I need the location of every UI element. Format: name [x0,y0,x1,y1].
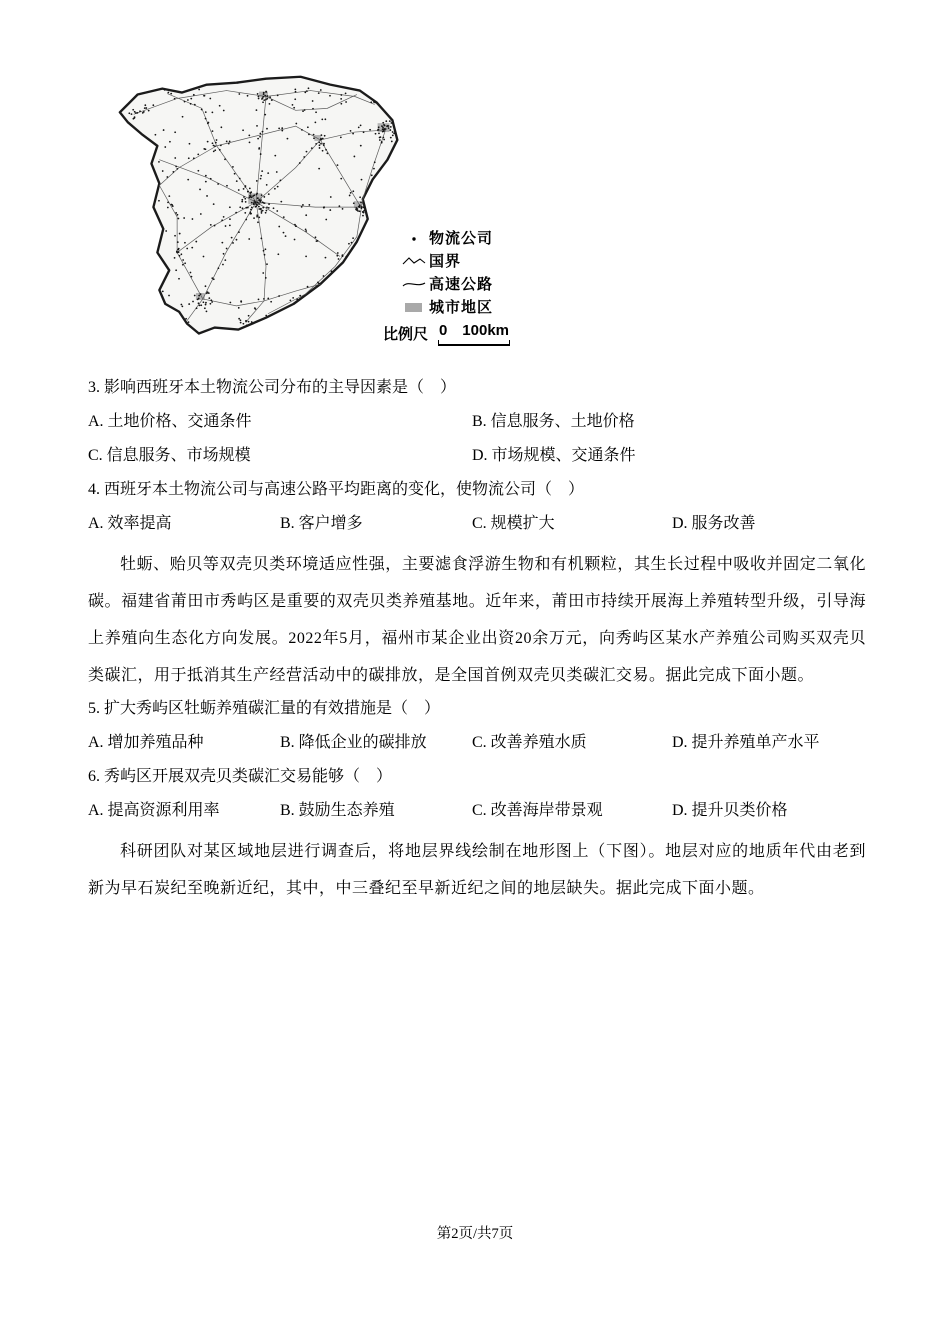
question-5-option-b: B. 降低企业的碳排放 [280,734,427,751]
question-6-option-d: D. 提升贝类价格 [672,802,788,819]
legend-label: 城市地区 [429,299,494,316]
exam-content [88,376,866,910]
question-6-option-b: B. 鼓励生态养殖 [280,802,395,819]
scale-label: 比例尺 [383,326,429,343]
question-5-options [88,731,866,755]
question-3-option-d: D. 市场规模、交通条件 [472,447,636,464]
question-5-stem: 5. 扩大秀屿区牡蛎养殖碳汇量的有效措施是（ ） [88,700,441,717]
question-5-option-a: A. 增加养殖品种 [88,734,204,751]
map-legend [399,226,493,318]
question-4-option-d: D. 服务改善 [672,515,756,532]
question-4-option-b: B. 客户增多 [280,515,363,532]
passage-strata-survey: 科研团队对某区域地层进行调查后，将地层界线绘制在地形图上（下图）。地层对应的地质年代由老到新为早石炭纪至晚新近纪，其中，中三叠纪至早新近纪之间的地层缺失。据此完成下面小题。 [88,843,866,897]
question-6-option-c: C. 改善海岸带景观 [472,802,603,819]
scale-end-value: 100km [462,322,510,339]
question-4-option-c: C. 规模扩大 [472,515,555,532]
scale-bar-line [438,340,510,346]
question-5-option-c: C. 改善养殖水质 [472,734,587,751]
question-4-options [88,512,866,536]
legend-label: 物流公司 [429,230,494,247]
scale-start-value: 0 [439,322,448,339]
passage-shellfish-carbon: 牡蛎、贻贝等双壳贝类环境适应性强，主要滤食浮游生物和有机颗粒，其生长过程中吸收并固定二氧化碳。福建省莆田市秀屿区是重要的双壳贝类养殖基地。近年来，莆田市持续开展海上养殖转型升级，引导海上养殖向生态化方向发展。2022年5月，福州市某企业出资20余万元，向秀屿区某水产养殖公司购买双壳贝类碳汇，用于抵消其生产经营活动中的碳排放，是全国首例双壳贝类碳汇交易。据此完成下面小题。 [88,556,866,684]
question-3-stem: 3. 影响西班牙本土物流公司分布的主导因素是（ ） [88,379,457,396]
legend-row-highway [399,272,493,295]
legend-row-urban [399,295,493,318]
map-scale [383,323,510,346]
page-footer: 第2页/共7页 [436,1226,514,1242]
question-6-options [88,799,866,823]
urban-area-swatch-icon [399,301,429,313]
question-3-option-a: A. 土地价格、交通条件 [88,413,252,430]
question-3-option-c: C. 信息服务、市场规模 [88,447,251,464]
national-border-line-icon [399,255,429,267]
legend-label: 高速公路 [429,276,494,293]
scale-bar [438,323,510,346]
question-6-stem: 6. 秀屿区开展双壳贝类碳汇交易能够（ ） [88,768,393,785]
question-3-options-row-1 [88,410,866,434]
question-4-stem: 4. 西班牙本土物流公司与高速公路平均距离的变化，使物流公司（ ） [88,481,585,498]
highway-line-icon [399,278,429,290]
legend-row-logistics [399,226,493,249]
question-5-option-d: D. 提升养殖单产水平 [672,734,820,751]
question-4-option-a: A. 效率提高 [88,515,172,532]
question-3-options-row-2 [88,444,866,468]
logistics-company-dot-icon [399,232,429,244]
spain-map-svg [108,68,424,362]
spain-logistics-map [108,68,424,362]
legend-label: 国界 [429,253,462,270]
question-3-option-b: B. 信息服务、土地价格 [472,413,635,430]
legend-row-border [399,249,493,272]
question-6-option-a: A. 提高资源利用率 [88,802,220,819]
